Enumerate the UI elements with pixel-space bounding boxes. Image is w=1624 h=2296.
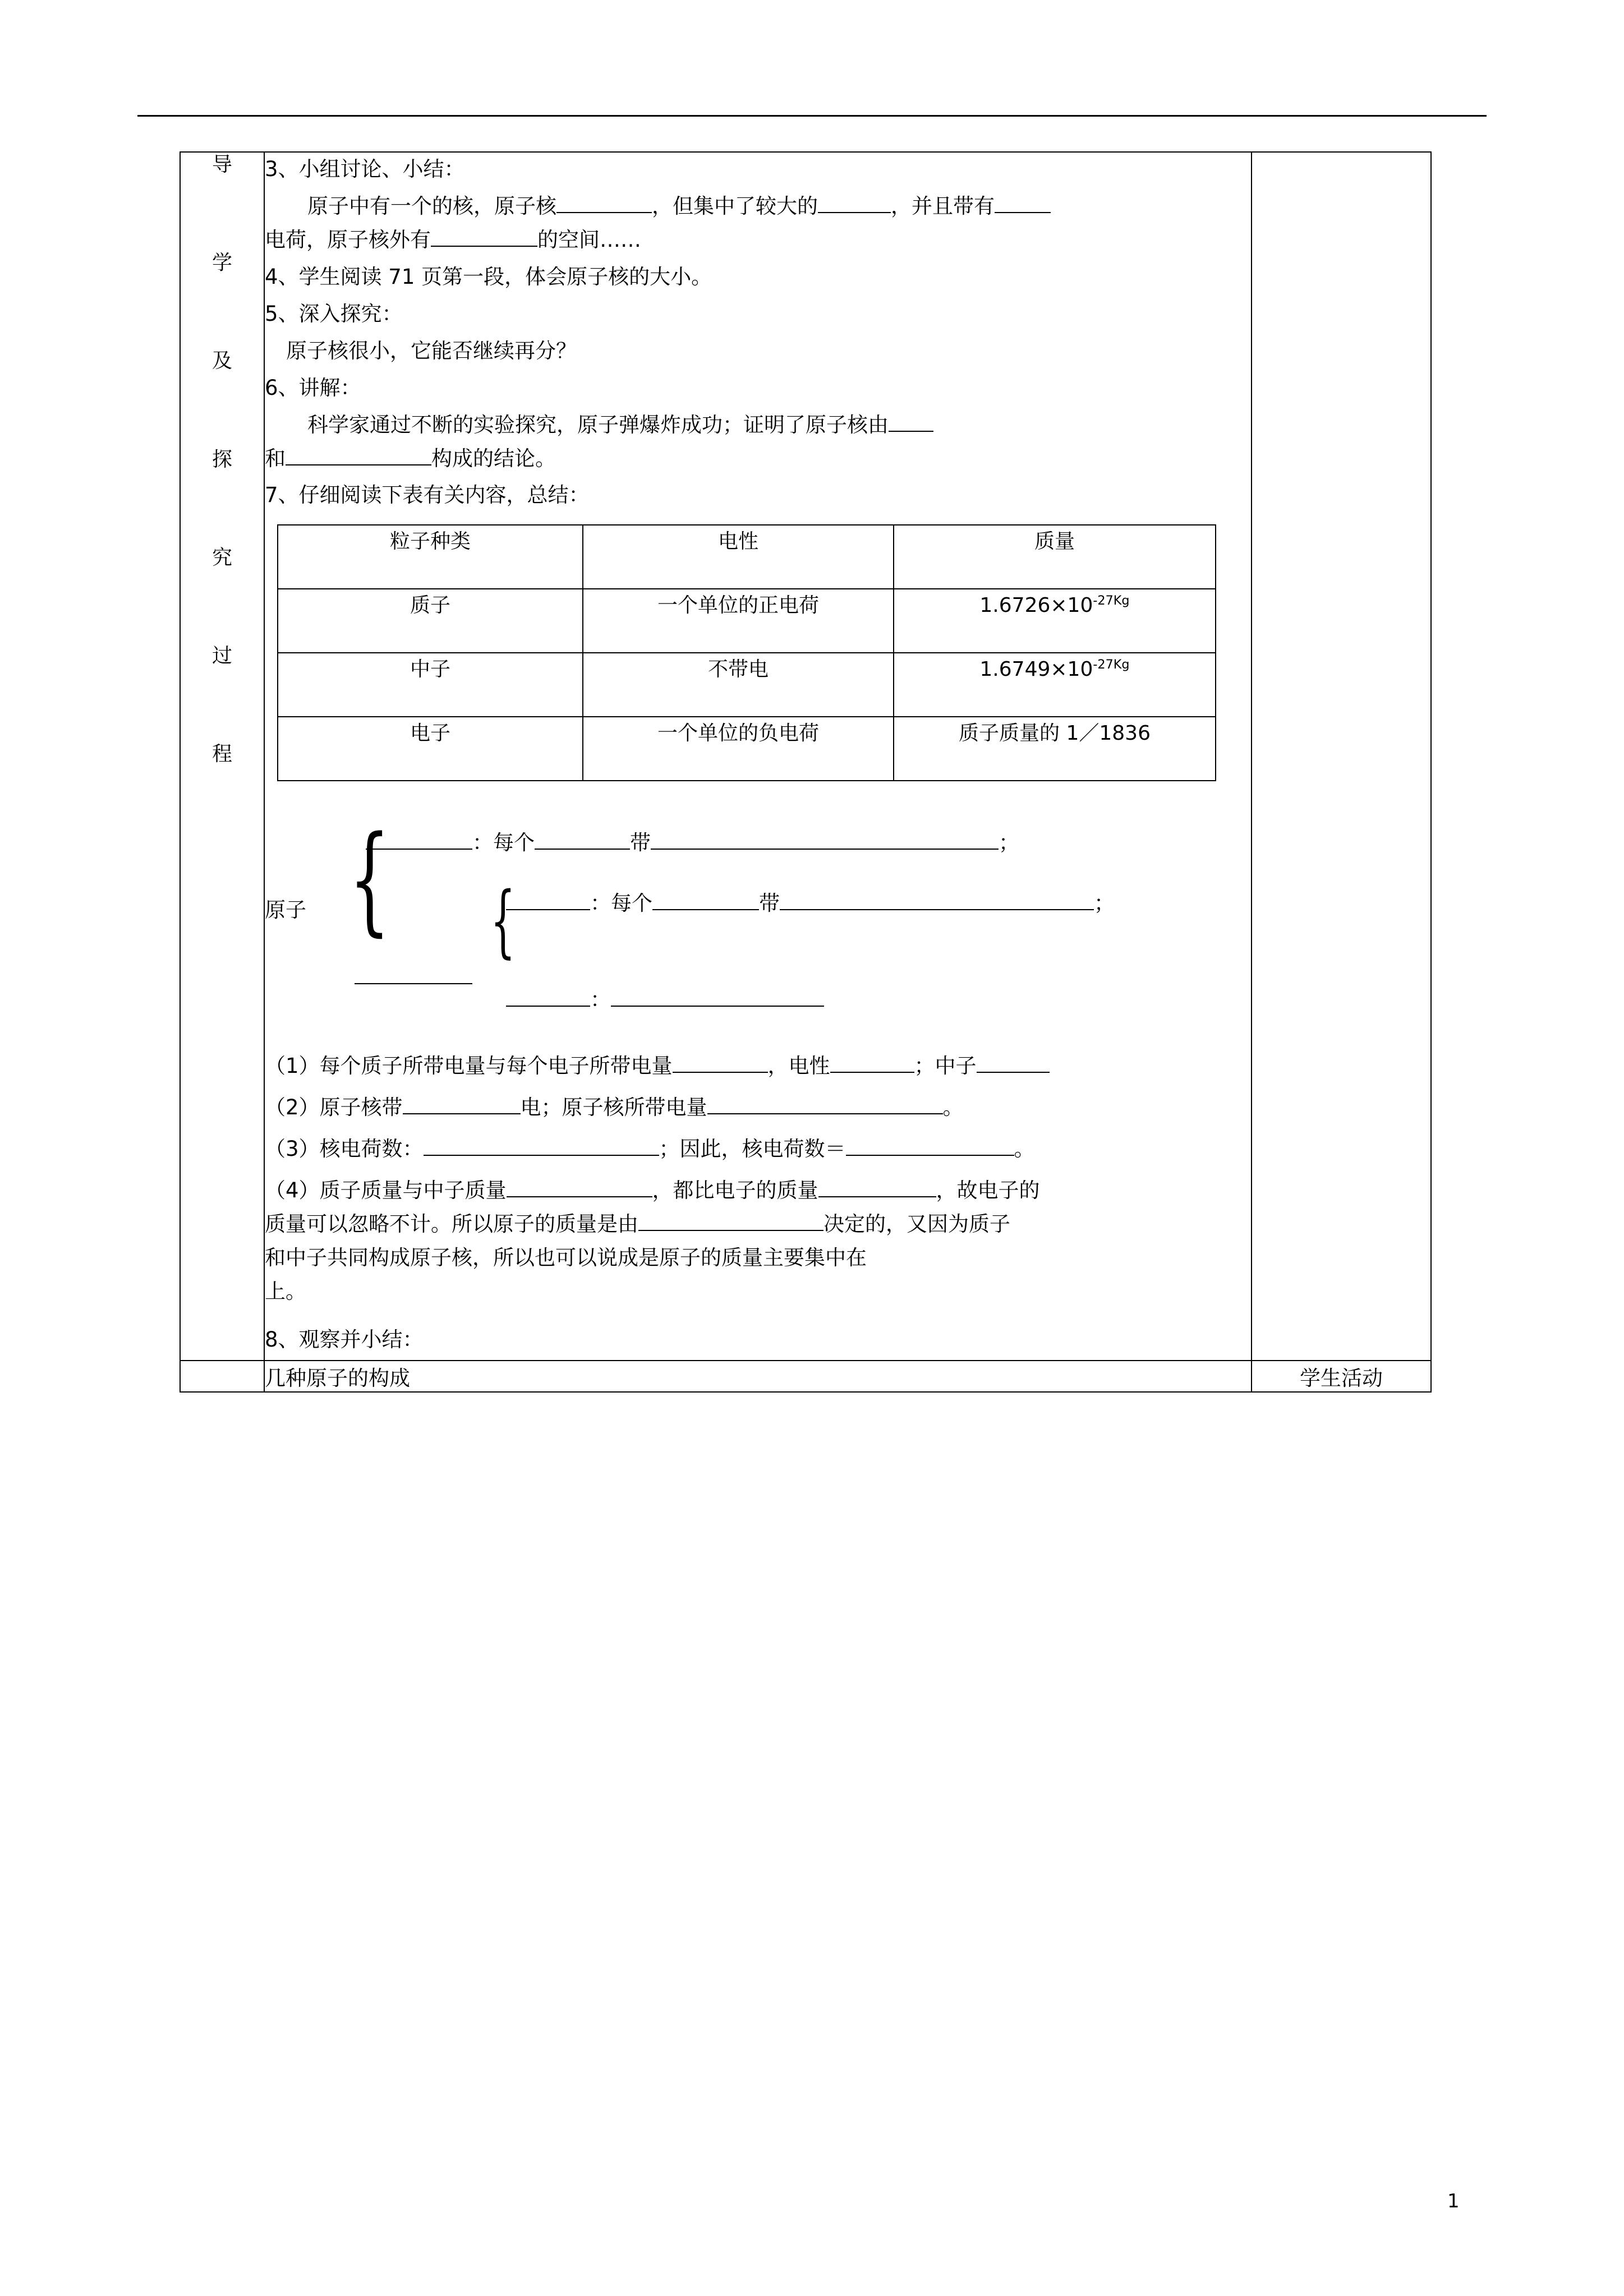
line2-mid: 带 [759, 891, 780, 916]
label-char-6: 程 [211, 743, 232, 766]
page-number: 1 [1447, 2190, 1460, 2212]
cell-neutron-mass [894, 653, 1216, 717]
brace-sub-label [355, 961, 472, 994]
blank-19 [403, 1113, 521, 1114]
line2-prefix: ：每个 [590, 891, 652, 916]
blank-5 [889, 431, 933, 432]
brace-line-3 [506, 983, 824, 1017]
left-label-cell-bottom [180, 1361, 264, 1392]
line3-prefix: ： [590, 988, 611, 1012]
blank-7 [366, 849, 472, 850]
header-particle-type: 粒子种类 [278, 525, 583, 589]
q4-d: 质量可以忽略不计。所以原子的质量是由 [265, 1212, 638, 1237]
q3-b: ；因此，核电荷数＝ [659, 1137, 846, 1161]
item5-body: 原子核很小，它能否继续再分？ [286, 338, 577, 363]
lesson-content-cell [264, 152, 1252, 1361]
line1-prefix: ：每个 [472, 831, 535, 855]
blank-11 [506, 909, 590, 910]
blank-21 [424, 1155, 659, 1156]
blank-22 [846, 1155, 1014, 1156]
item7-title: 7、仔细阅读下表有关内容，总结： [265, 483, 590, 508]
blank-24 [818, 1196, 936, 1197]
proton-mass-exp: -27Kg [1093, 593, 1130, 608]
item6-text-c: 构成的结论。 [431, 446, 556, 471]
cell-proton-charge: 一个单位的正电荷 [583, 589, 894, 653]
neutron-mass-base: 1.6749×10 [979, 658, 1093, 681]
question-1 [265, 1049, 1251, 1083]
table-row [278, 717, 1216, 781]
table-row [278, 589, 1216, 653]
q2-a: 原子核带 [319, 1095, 403, 1120]
table-row [180, 1361, 1431, 1392]
question-3 [265, 1132, 1251, 1166]
item3-title: 3、小组讨论、小结： [265, 157, 465, 181]
question-4 [265, 1174, 1251, 1308]
header-mass: 质量 [894, 525, 1216, 589]
line2-suffix: ； [1094, 891, 1115, 916]
blank-20 [707, 1113, 943, 1114]
proton-mass-base: 1.6726×10 [979, 594, 1093, 617]
cell-neutron-charge: 不带电 [583, 653, 894, 717]
blank-2 [818, 212, 891, 213]
cell-proton-mass [894, 589, 1216, 653]
question-list [265, 1049, 1251, 1308]
label-char-0: 导 [211, 153, 232, 176]
blank-15 [611, 1006, 824, 1007]
section-label-vertical [180, 152, 264, 1361]
q1-c: ；中子 [914, 1054, 977, 1078]
student-activity-label: 学生活动 [1252, 1361, 1431, 1392]
item6-title: 6、讲解： [265, 375, 361, 400]
blank-10 [355, 983, 472, 984]
lesson-plan-table [180, 151, 1432, 1393]
blank-6 [286, 464, 431, 465]
item3-text-c: ，并且带有 [891, 193, 995, 218]
label-char-2: 及 [211, 349, 232, 373]
item3-text-a: 原子中有一个的核，原子核 [307, 193, 556, 218]
question-2 [265, 1091, 1251, 1124]
q4-c: ，故电子的 [936, 1178, 1040, 1203]
item3-text-b: ，但集中了较大的 [652, 193, 818, 218]
item3-text-e: 的空间…… [537, 227, 641, 252]
item3-text-d: 电荷，原子核外有 [265, 227, 431, 252]
blank-18 [977, 1072, 1050, 1073]
item8-title: 8、观察并小结： [265, 1327, 424, 1352]
q3-label: （3） [265, 1137, 320, 1161]
q2-b: 电；原子核所带电量 [520, 1095, 707, 1120]
q2-label: （2） [265, 1095, 320, 1120]
right-activity-cell-top [1252, 152, 1431, 1361]
q1-b: ，电性 [767, 1054, 830, 1078]
cell-electron-name: 电子 [278, 717, 583, 781]
q4-g: 上。 [265, 1279, 306, 1303]
cell-proton-name: 质子 [278, 589, 583, 653]
q4-a: 质子质量与中子质量 [319, 1178, 507, 1203]
header-rule [137, 115, 1487, 117]
table-row [180, 152, 1431, 1361]
blank-8 [535, 849, 630, 850]
blank-9 [651, 849, 999, 850]
item5-title: 5、深入探究： [265, 301, 403, 326]
outer-brace-glyph: { [349, 810, 390, 948]
blank-3 [995, 212, 1051, 213]
q2-c: 。 [942, 1095, 964, 1120]
table-row [278, 653, 1216, 717]
blank-13 [780, 909, 1094, 910]
blank-16 [673, 1072, 768, 1073]
item6-text-b: 和 [265, 446, 286, 471]
brace-root-label: 原子 [265, 898, 306, 923]
q3-c: 。 [1014, 1137, 1035, 1161]
item3-body [265, 190, 1251, 257]
q4-b: ，都比电子的质量 [652, 1178, 818, 1203]
q1-label: （1） [265, 1054, 320, 1078]
cell-electron-mass: 质子质量的 1／1836 [894, 717, 1216, 781]
atom-structure-brace-diagram [265, 798, 1251, 1039]
atom-composition-caption: 几种原子的构成 [264, 1361, 1252, 1392]
cell-neutron-name: 中子 [278, 653, 583, 717]
q4-e: 决定的，又因为质子 [823, 1212, 1010, 1237]
brace-line-1 [366, 826, 1019, 860]
blank-17 [830, 1072, 914, 1073]
label-char-1: 学 [211, 251, 232, 275]
line1-suffix: ； [999, 831, 1019, 855]
q3-a: 核电荷数： [319, 1137, 424, 1161]
item4-line: 4、学生阅读 71 页第一段，体会原子核的大小。 [265, 264, 712, 289]
neutron-mass-exp: -27Kg [1093, 657, 1130, 672]
q4-label: （4） [265, 1178, 320, 1203]
q4-f: 和中子共同构成原子核，所以也可以说成是原子的质量主要集中在 [265, 1246, 867, 1270]
q1-a: 每个质子所带电量与每个电子所带电量 [319, 1054, 673, 1078]
blank-14 [506, 1006, 590, 1007]
blank-4 [431, 246, 537, 247]
header-charge: 电性 [583, 525, 894, 589]
label-char-5: 过 [211, 644, 232, 667]
blank-23 [507, 1196, 652, 1197]
item6-text-a: 科学家通过不断的实验探究，原子弹爆炸成功；证明了原子核由 [307, 412, 889, 437]
item6-body [265, 408, 1251, 476]
brace-line-2 [506, 887, 1115, 920]
label-char-4: 究 [211, 546, 232, 569]
cell-electron-charge: 一个单位的负电荷 [583, 717, 894, 781]
table-header-row [278, 525, 1216, 589]
inner-brace-glyph: { [490, 875, 516, 967]
blank-25 [638, 1230, 823, 1231]
label-char-3: 探 [211, 448, 232, 471]
particle-properties-table [277, 524, 1216, 781]
blank-1 [556, 212, 652, 213]
blank-12 [652, 909, 759, 910]
line1-mid: 带 [630, 831, 651, 855]
